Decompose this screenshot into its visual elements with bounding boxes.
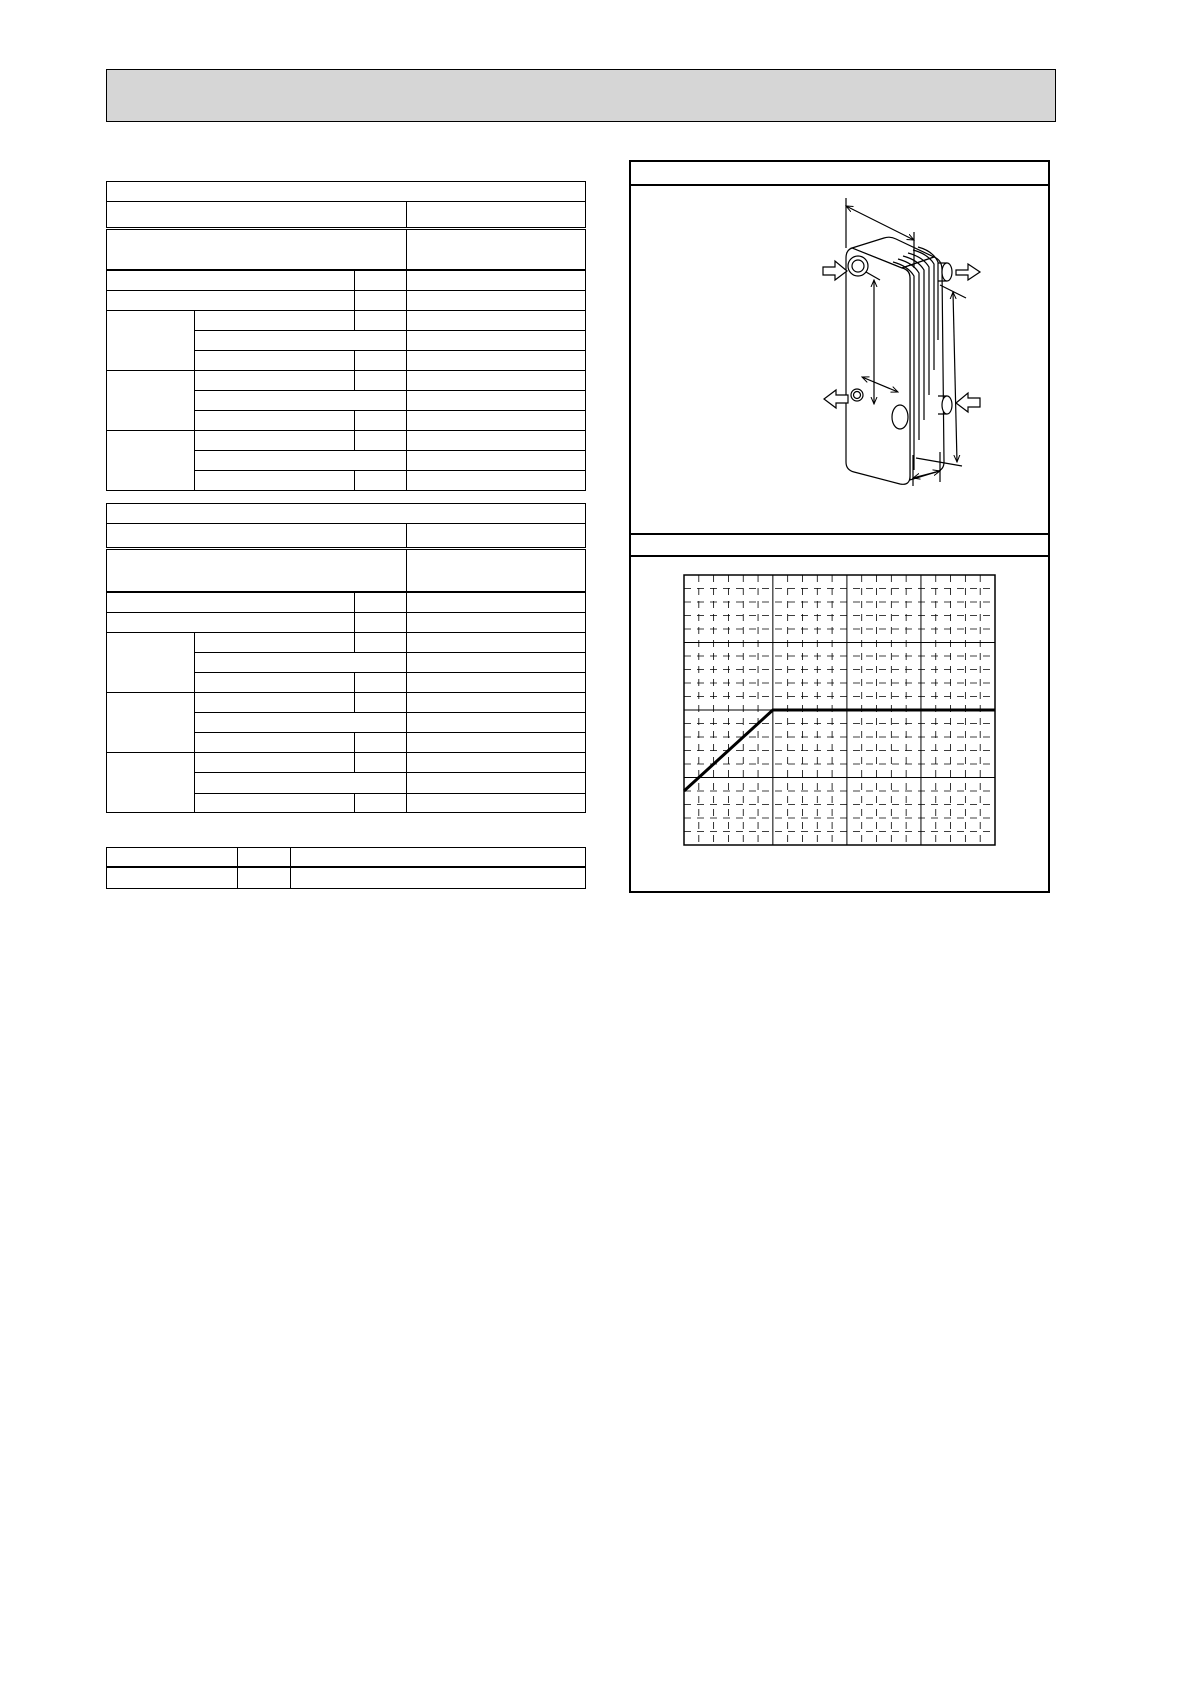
heat-exchanger-diagram <box>631 186 1048 533</box>
table-2-value-cell <box>406 549 586 593</box>
table-3-header-cell <box>290 847 586 868</box>
table-2-item-cell <box>194 712 407 733</box>
height-dimension-line <box>953 292 957 462</box>
table-1-unit-cell <box>354 350 407 371</box>
inlet-port-top <box>848 256 868 276</box>
table-1-item-cell <box>194 350 355 371</box>
table-2-item-cell <box>194 672 355 693</box>
table-1-group-label-cell <box>106 310 195 371</box>
table-2-value-cell <box>406 632 586 653</box>
table-2-item-cell <box>194 692 355 713</box>
table-2-unit-cell <box>354 632 407 653</box>
port-rear <box>892 405 908 429</box>
table-2-value-cell <box>406 672 586 693</box>
table-2-value-cell <box>406 712 586 733</box>
table-1-value-cell <box>406 450 586 471</box>
table-1-unit-cell <box>354 370 407 391</box>
table-3-value-cell <box>237 867 291 889</box>
chart-title-cell <box>631 533 1048 557</box>
spec-table-3 <box>106 847 586 889</box>
table-2-item-cell <box>194 793 355 813</box>
table-1-value-cell <box>406 330 586 351</box>
table-1-unit-cell <box>354 430 407 451</box>
flow-in-arrow-top-left <box>823 261 847 280</box>
table-2-item-cell <box>194 632 355 653</box>
heat-exchanger-panel <box>629 160 1050 893</box>
table-1-item-cell <box>194 430 355 451</box>
table-2-value-cell <box>406 772 586 794</box>
table-1-group-label-cell <box>106 430 195 491</box>
table-1-item-cell <box>194 390 407 411</box>
side-port-bottom-end <box>942 396 952 414</box>
table-1-item-cell <box>194 450 407 471</box>
table-1-item-cell <box>106 270 355 291</box>
table-1-item-cell <box>194 470 355 491</box>
flow-out-arrow-bottom-left <box>824 390 848 408</box>
diagram-title-cell <box>631 162 1048 186</box>
table-2-unit-cell <box>354 732 407 753</box>
flow-out-arrow-top-right <box>956 264 980 280</box>
table-1-unit-cell <box>354 410 407 431</box>
table-1-value-cell <box>406 270 586 291</box>
table-1-value-cell <box>406 470 586 491</box>
outlet-port-bottom <box>851 389 863 401</box>
table-2-item-cell <box>194 752 355 773</box>
table-2-unit-cell <box>354 793 407 813</box>
table-2-value-cell <box>406 612 586 633</box>
exchanger-front-face <box>846 248 910 484</box>
table-2-unit-cell <box>354 692 407 713</box>
table-1-item-cell <box>194 330 407 351</box>
table-1-header-cell <box>106 201 407 228</box>
side-port-top-end <box>942 263 952 281</box>
spec-table-1 <box>106 181 586 492</box>
table-1-item-cell <box>194 370 355 391</box>
table-2-item-cell <box>194 772 407 794</box>
table-2-item-cell <box>106 549 407 593</box>
table-2-item-cell <box>106 612 355 633</box>
table-2-value-cell <box>406 692 586 713</box>
table-2-group-label-cell <box>106 632 195 693</box>
table-2-value-cell <box>406 652 586 673</box>
table-2-title-cell <box>106 503 586 524</box>
table-1-group-label-cell <box>106 370 195 431</box>
table-rule-line <box>106 591 586 593</box>
table-3-value-cell <box>106 867 238 889</box>
table-2-unit-cell <box>354 612 407 633</box>
table-1-value-cell <box>406 370 586 391</box>
table-2-header-cell <box>106 523 407 548</box>
table-rule-line <box>106 269 586 271</box>
table-1-item-cell <box>194 410 355 431</box>
table-1-value-cell <box>406 229 586 271</box>
table-rule-line <box>106 866 586 868</box>
table-1-item-cell <box>106 290 355 311</box>
table-1-value-cell <box>406 430 586 451</box>
table-2-item-cell <box>106 592 355 613</box>
table-2-unit-cell <box>354 752 407 773</box>
table-2-value-cell <box>406 592 586 613</box>
table-2-unit-cell <box>354 592 407 613</box>
width-dimension-line <box>846 206 914 240</box>
performance-chart <box>684 575 995 845</box>
table-3-header-cell <box>237 847 291 868</box>
table-2-unit-cell <box>354 672 407 693</box>
table-2-value-cell <box>406 752 586 773</box>
table-2-header-cell <box>406 523 586 548</box>
table-1-value-cell <box>406 310 586 331</box>
table-2-value-cell <box>406 732 586 753</box>
table-2-item-cell <box>194 732 355 753</box>
section-header-bar <box>106 69 1056 122</box>
table-1-title-cell <box>106 181 586 202</box>
table-1-header-cell <box>406 201 586 228</box>
table-2-group-label-cell <box>106 752 195 813</box>
table-3-value-cell <box>290 867 586 889</box>
table-1-unit-cell <box>354 310 407 331</box>
table-1-unit-cell <box>354 270 407 291</box>
table-3-header-cell <box>106 847 238 868</box>
table-1-unit-cell <box>354 290 407 311</box>
table-1-item-cell <box>194 310 355 331</box>
table-1-value-cell <box>406 350 586 371</box>
table-1-value-cell <box>406 410 586 431</box>
table-1-unit-cell <box>354 470 407 491</box>
spec-table-2 <box>106 503 586 814</box>
table-2-value-cell <box>406 793 586 813</box>
table-1-value-cell <box>406 390 586 411</box>
table-2-item-cell <box>194 652 407 673</box>
table-1-value-cell <box>406 290 586 311</box>
table-2-group-label-cell <box>106 692 195 753</box>
flow-in-arrow-bottom-right <box>956 393 980 412</box>
table-1-item-cell <box>106 229 407 271</box>
